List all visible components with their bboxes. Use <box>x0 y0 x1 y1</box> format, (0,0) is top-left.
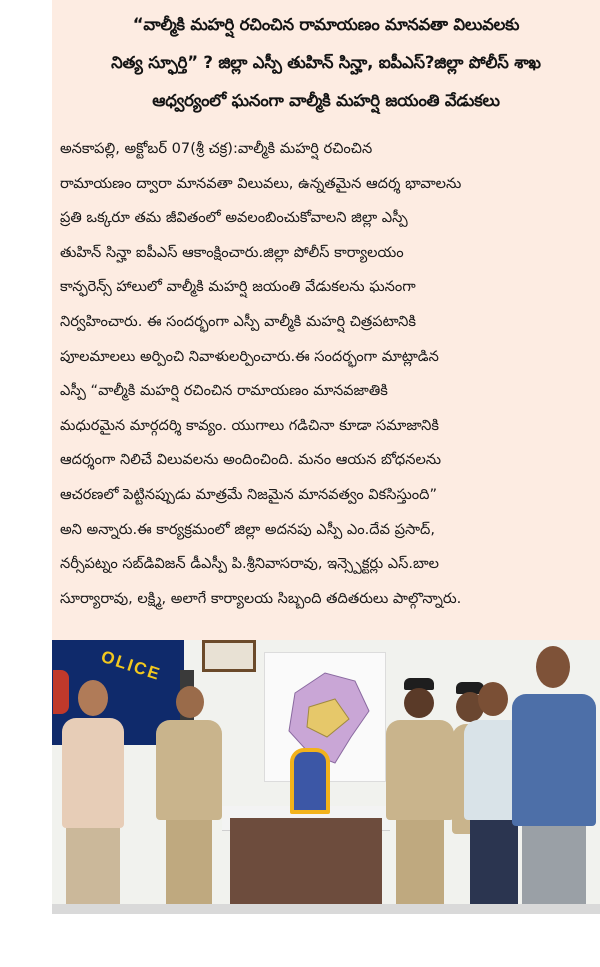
article-body <box>60 132 600 616</box>
wall-frame <box>202 640 256 672</box>
body-line: మధురమైన మార్గదర్శి కావ్యం. యుగాలు గడిచినా కూడా సమాజానికి <box>60 416 440 434</box>
headline-line-2: నిత్య స్ఫూర్తి” ? జిల్లా ఎస్పీ తుహిన్ సిన్హా, ఐపీఎస్?జిల్లా పోలీస్ శాఖ <box>111 53 541 72</box>
person-officer <box>152 686 226 912</box>
body-line: ఆచరణలో పెట్టినప్పుడు మాత్రమే నిజమైన మానవత్వం వికసిస్తుంది” <box>60 485 438 503</box>
headline-line-3: ఆధ్వర్యంలో ఘనంగా వాల్మీకి మహర్షి జయంతి వేడుకలు <box>152 91 500 110</box>
headline <box>52 6 600 120</box>
body-line: ఆదర్శంగా నిలిచే విలువలను అందించింది. మనం ఆయన బోధనలను <box>60 451 442 469</box>
headline-line-1: “వాల్మీకి మహర్షి రచించిన రామాయణం మానవతా విలువలకు <box>132 15 520 34</box>
person-woman <box>58 678 128 912</box>
body-line: అనకాపల్లి, అక్టోబర్ 07(శ్రీ చక్ర):వాల్మీకి మహర్షి రచించిన <box>60 140 373 157</box>
valmiki-portrait <box>290 748 330 814</box>
body-line: సూర్యారావు, లక్ష్మి, అలాగే కార్యాలయ సిబ్బంది తదితరులు పాల్గొన్నారు. <box>60 589 462 607</box>
body-line: ఎస్పీ “వాల్మీకి మహర్షి రచించిన రామాయణం మానవజాతికి <box>60 382 388 400</box>
photo-border <box>52 904 600 914</box>
event-photo <box>52 640 600 912</box>
body-line: పూలమాలలు అర్పించి నివాళులర్పించారు.ఈ సందర్భంగా మాట్లాడిన <box>60 347 439 365</box>
flag-text: OLICE <box>98 646 164 685</box>
body-line: తుహిన్ సిన్హా ఐపీఎస్ ఆకాంక్షించారు.జిల్లా పోలీస్ కార్యాలయం <box>60 243 404 261</box>
body-line: అని అన్నారు.ఈ కార్యక్రమంలో జిల్లా అదనపు ఎస్పీ ఎం.దేవ ప్రసాద్, <box>60 520 435 538</box>
person-officer <box>382 678 458 912</box>
body-line: ప్రతి ఒక్కరూ తమ జీవితంలో అవలంబించుకోవాలని జిల్లా ఎస్పీ <box>60 209 408 227</box>
body-line: నర్సీపట్నం సబ్‌డివిజన్ డీఎస్పీ పి.శ్రీనివాసరావు, ఇన్స్పెక్టర్లు ఎస్.బాల <box>60 555 440 573</box>
body-line: రామాయణం ద్వారా మానవతా విలువలు, ఉన్నతమైన ఆదర్శ భావాలను <box>60 174 462 192</box>
body-line: నిర్వహించారు. ఈ సందర్భంగా ఎస్పీ వాల్మీకి మహర్షి చిత్రపటానికి <box>60 312 417 330</box>
person-man <box>508 646 600 912</box>
table <box>230 818 382 912</box>
body-line: కాన్ఫరెన్స్ హాలులో వాల్మీకి మహర్షి జయంతి వేడుకలను ఘనంగా <box>60 278 416 296</box>
